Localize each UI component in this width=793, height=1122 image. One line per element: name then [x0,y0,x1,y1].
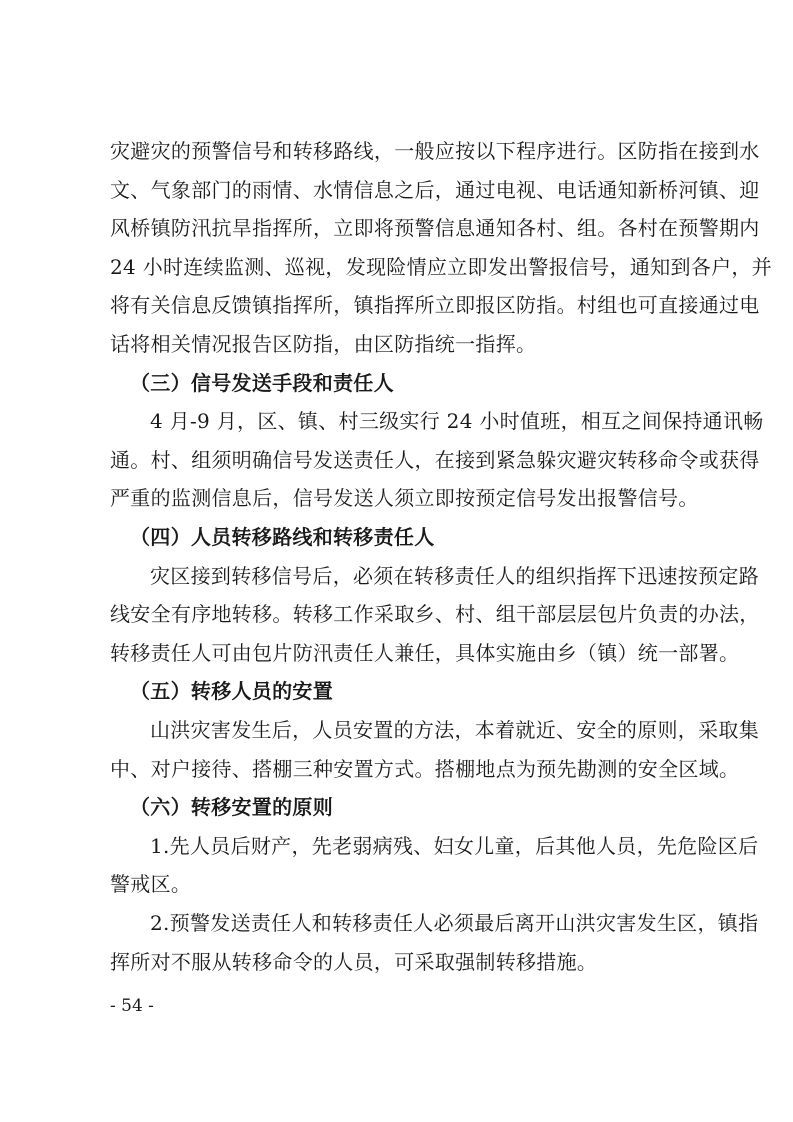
paragraph-line: 山洪灾害发生后，人员安置的方法，本着就近、安全的原则，采取集 [150,718,759,742]
paragraph-line: 警戒区。 [110,872,192,896]
paragraph-line: 中、对户接待、搭棚三种安置方式。搭棚地点为预先勘测的安全区域。 [110,757,740,781]
paragraph-line: 灾区接到转移信号后，必须在转移责任人的组织指挥下迅速按预定路 [150,564,759,588]
paragraph-line: 严重的监测信息后，信号发送人须立即按预定信号发出报警信号。 [110,486,699,510]
paragraph-line: 话将相关情况报告区防指，由区防指统一指挥。 [110,332,537,356]
paragraph-line: 通。村、组须明确信号发送责任人，在接到紧急躲灾避灾转移命令或获得 [110,448,760,472]
paragraph-line: 文、气象部门的雨情、水情信息之后，通过电视、电话通知新桥河镇、迎 [110,178,760,202]
paragraph-line: 转移责任人可由包片防汛责任人兼任，具体实施由乡（镇）统一部署。 [110,641,740,665]
paragraph-line: 1.先人员后财产，先老弱病残、妇女儿童，后其他人员，先危险区后 [150,834,759,858]
page-number: - 54 - [110,996,154,1016]
paragraph-line: 24 小时连续监测、巡视，发现险情应立即发出警报信号，通知到各户，并 [110,255,773,279]
section-heading: （六）转移安置的原则 [130,795,333,819]
paragraph-line: 2.预警发送责任人和转移责任人必须最后离开山洪灾害发生区，镇指 [150,911,759,935]
section-heading: （四）人员转移路线和转移责任人 [130,525,435,549]
paragraph-line: 线安全有序地转移。转移工作采取乡、村、组干部层层包片负责的办法， [110,602,760,626]
paragraph-line: 挥所对不服从转移命令的人员，可采取强制转移措施。 [110,950,598,974]
paragraph-line: 灾避灾的预警信号和转移路线，一般应按以下程序进行。区防指在接到水 [110,139,760,163]
paragraph-line: 将有关信息反馈镇指挥所，镇指挥所立即报区防指。村组也可直接通过电 [110,293,760,317]
section-heading: （三）信号发送手段和责任人 [130,371,394,395]
paragraph-line: 4 月-9 月，区、镇、村三级实行 24 小时值班，相互之间保持通讯畅 [150,409,764,433]
paragraph-line: 风桥镇防汛抗旱指挥所，立即将预警信息通知各村、组。各村在预警期内 [110,216,760,240]
section-heading: （五）转移人员的安置 [130,679,333,703]
